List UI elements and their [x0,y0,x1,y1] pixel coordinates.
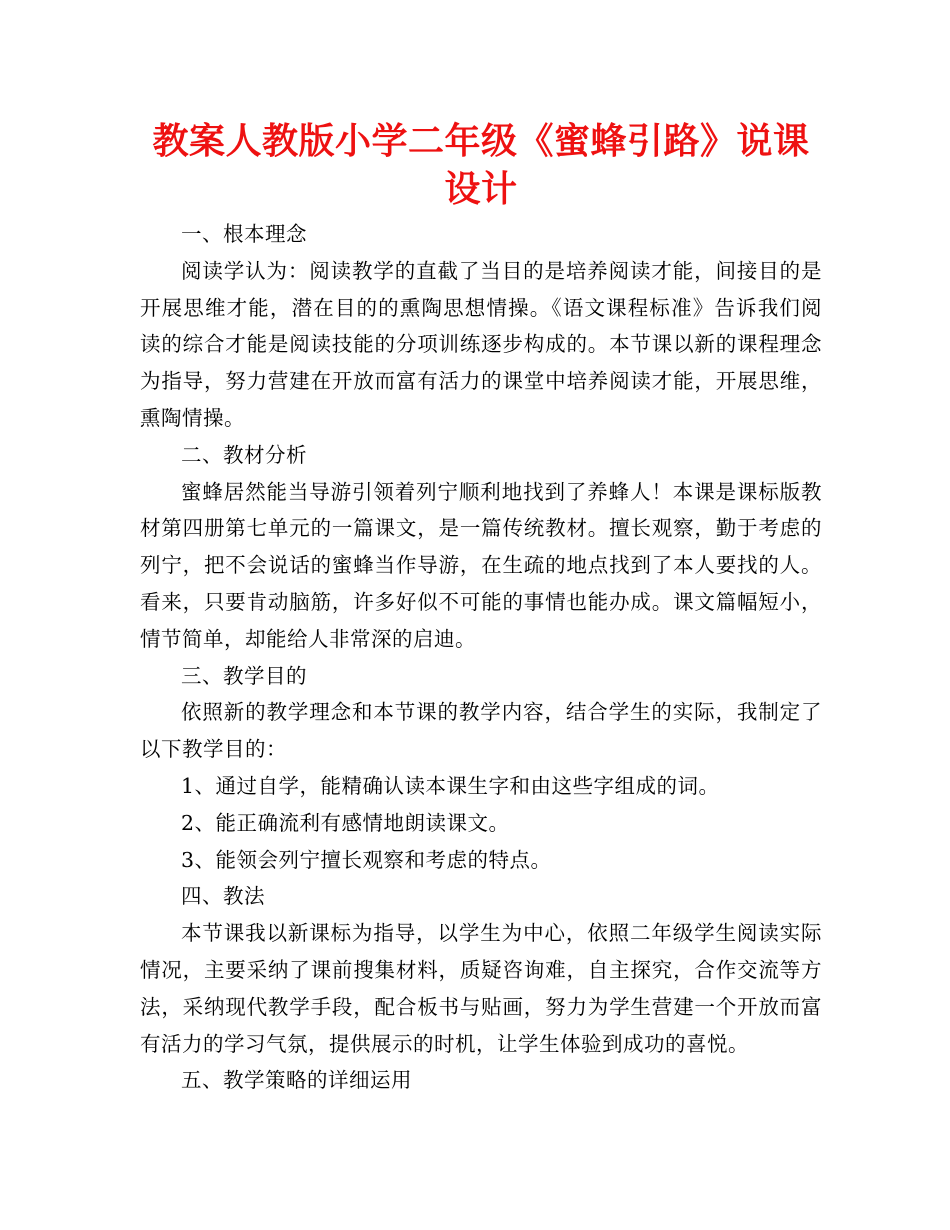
document-title: 教案人教版小学二年级《蜜蜂引路》说课设计 [152,121,810,210]
paragraph-teaching-method: 本节课我以新课标为指导，以学生为中心，依照二年级学生阅读实际情况，主要采纳了课前搜集材料，质疑咨询难，自主探究，合作交流等方法，采纳现代教学手段，配合板书与贴画，努力为学生营建一个开放而富有活力的学习气氛，提供展示的时机，让学生体验到成功的喜悦。 [140,921,822,1056]
section-heading-teaching-strategy: 五、教学策略的详细运用 [181,1068,412,1093]
list-item-goal-3: 3、能领会列宁擅长观察和考虑的特点。 [181,847,552,872]
section-heading-material-analysis: 二、教材分析 [181,442,307,467]
section-heading-basic-concept: 一、根本理念 [181,222,307,246]
paragraph-teaching-goals-intro: 依照新的教学理念和本节课的教学内容，结合学生的实际，我制定了以下教学目的： [140,700,822,762]
section-heading-teaching-method: 四、教法 [181,884,265,909]
list-item-goal-1: 1、通过自学，能精确认读本课生字和由这些字组成的词。 [181,773,720,798]
document-body [140,216,822,1099]
section-heading-teaching-goals: 三、教学目的 [181,663,307,688]
paragraph-material-analysis: 蜜蜂居然能当导游引领着列宁顺利地找到了养蜂人！本课是课标版教材第四册第七单元的一篇课文，是一篇传统教材。擅长观察，勤于考虑的列宁，把不会说话的蜜蜂当作导游，在生疏的地点找到了本人要找的人。看来，只要肯动脑筋，许多好似不可能的事情也能办成。课文篇幅短小，情节简单，却能给人非常深的启迪。 [140,479,822,651]
paragraph-basic-concept: 阅读学认为：阅读教学的直截了当目的是培养阅读才能，间接目的是开展思维才能，潜在目的的熏陶思想情操。《语文课程标准》告诉我们阅读的综合才能是阅读技能的分项训练逐步构成的。本节课以新的课程理念为指导，努力营建在开放而富有活力的课堂中培养阅读才能，开展思维，熏陶情操。 [140,258,822,430]
list-item-goal-2: 2、能正确流利有感情地朗读课文。 [181,810,510,835]
